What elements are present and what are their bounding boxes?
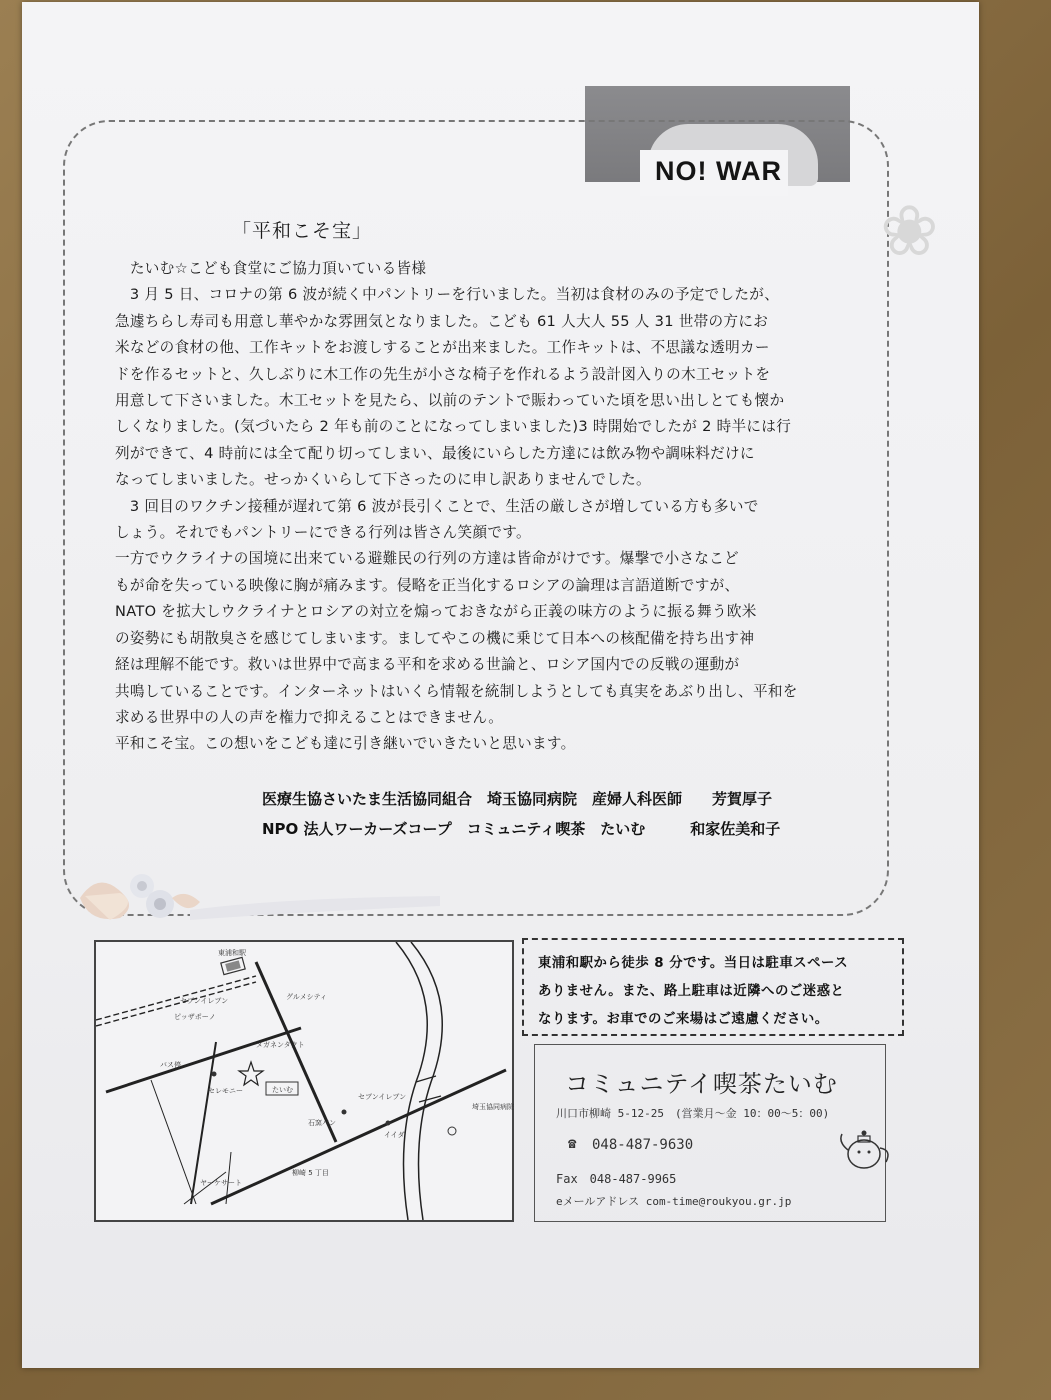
shop-address: 川口市柳崎 5-12-25 (営業月～金 10：00～5：00): [556, 1107, 830, 1120]
article-line: 共鳴していることです。インターネットはいくら情報を統制しようとしても真実をあぶり出し、平和を: [115, 682, 798, 700]
article-line: 平和こそ宝。この想いをこども達に引き継いでいきたいと思います。: [115, 735, 576, 753]
parking-notice: [522, 938, 904, 1036]
banner-title: NO! WAR: [655, 156, 782, 186]
article-line: 3 月 5 日、コロナの第 6 波が続く中パントリーを行いました。当初は食材のみの予定でしたが、: [115, 286, 780, 304]
signature-haga: 医療生協さいたま生活協同組合 埼玉協同病院 産婦人科医師 芳賀厚子: [262, 790, 773, 808]
map-label-gurumecity: グルメシティ: [286, 993, 328, 1001]
map-label-taimu: たいむ: [272, 1086, 293, 1094]
shop-phone: 048-487-9630: [592, 1137, 694, 1153]
signature-wakesa: NPO 法人ワーカーズコープ コミュニティ喫茶 たいむ 和家佐美和子: [262, 820, 781, 838]
notice-line: ありません。また、路上駐車は近隣へのご迷惑と: [538, 984, 845, 999]
map-label-iida: イイダ: [384, 1131, 405, 1139]
map-label-yanagisaki: 柳崎 5 丁目: [292, 1169, 329, 1177]
article-line: 米などの食材の他、工作キットをお渡しすることが出来ました。工作キットは、不思議な透明カー: [115, 339, 770, 357]
article-line: もが命を失っている映像に胸が痛みます。侵略を正当化するロシアの論理は言語道断ですが、: [115, 576, 740, 594]
map-label-kortsart: ヤーケサート: [200, 1179, 242, 1187]
shop-email: eメールアドレス com-time@roukyou.gr.jp: [556, 1195, 792, 1208]
teapot-icon: [838, 1118, 894, 1174]
map-label-bakery: 石窯パン: [308, 1119, 336, 1127]
article-line: 用意して下さいました。木工セットを見たら、以前のテントで賑わっていた頃を思い出しとても懐か: [115, 392, 785, 410]
shop-fax: Fax 048-487-9965: [556, 1172, 677, 1186]
map-label-hospital: 埼玉協同病院: [472, 1103, 514, 1111]
notice-line: なります。お車でのご来場はご遠慮ください。: [538, 1012, 829, 1027]
article-line: しくなりました。(気づいたら 2 年も前のことになってしまいました)3 時開始でしたが 2 時半には行: [115, 418, 792, 436]
map-drawing: [96, 942, 512, 1220]
map-label-station: 東浦和駅: [218, 949, 246, 957]
article-line: NATO を拡大しウクライナとロシアの対立を煽っておきながら正義の味方のように振る舞う欧米: [115, 603, 757, 621]
map-label-ceremony: セレモニー: [208, 1087, 243, 1095]
article-line: なってしまいました。せっかくいらして下さったのに申し訳ありませんでした。: [115, 471, 651, 489]
map-label-mega: メガネンタクト: [256, 1041, 305, 1049]
article-line: の姿勢にも胡散臭さを感じてしまいます。ましてやこの機に乗じて日本への核配備を持ち出す神: [115, 629, 755, 647]
decorative-cloud-icon: ❀: [880, 190, 939, 272]
article-line: ドを作るセットと、久しぶりに木工作の先生が小さな椅子を作れるよう設計図入りの木工セットを: [115, 365, 771, 383]
article-line: 求める世界中の人の声を権力で抑えることはできません。: [115, 708, 504, 726]
article-title: 「平和こそ宝」: [232, 220, 373, 242]
map-label-bus: バス停: [160, 1061, 181, 1069]
article-line: 急遽ちらし寿司も用意し華やかな雰囲気となりました。こども 61 人大人 55 人 31 世帯の方にお: [115, 312, 769, 330]
article-line: 一方でウクライナの国境に出来ている避難民の行列の方達は皆命がけです。爆撃で小さなこど: [115, 550, 739, 568]
article-line: 列ができて、4 時前には全て配り切ってしまい、最後にいらした方達には飲み物や調味料だけに: [115, 444, 755, 462]
map-label-seven2: セブンイレブン: [358, 1093, 407, 1101]
shop-name: コミュニテイ喫茶たいむ: [565, 1070, 838, 1098]
access-map: [94, 940, 514, 1222]
map-label-pizza: ピッザポーノ: [174, 1013, 216, 1021]
article-body: [115, 256, 875, 758]
article-line: しょう。それでもパントリーにできる行列は皆さん笑顔です。: [115, 524, 531, 542]
article-line: 3 回目のワクチン接種が遅れて第 6 波が長引くことで、生活の厳しさが増している方も多いで: [115, 497, 759, 515]
phone-icon: ☎: [568, 1136, 577, 1152]
article-line: 経は理解不能です。救いは世界中で高まる平和を求める世論と、ロシア国内での反戦の運動が: [115, 656, 740, 674]
article-line: たいむ☆こども食堂にご協力頂いている皆様: [115, 260, 427, 277]
map-label-seven1: セブンイレブン: [180, 997, 229, 1005]
notice-line: 東浦和駅から徒歩 8 分です。当日は駐車スペース: [538, 956, 849, 971]
flower-decoration: [80, 858, 440, 928]
